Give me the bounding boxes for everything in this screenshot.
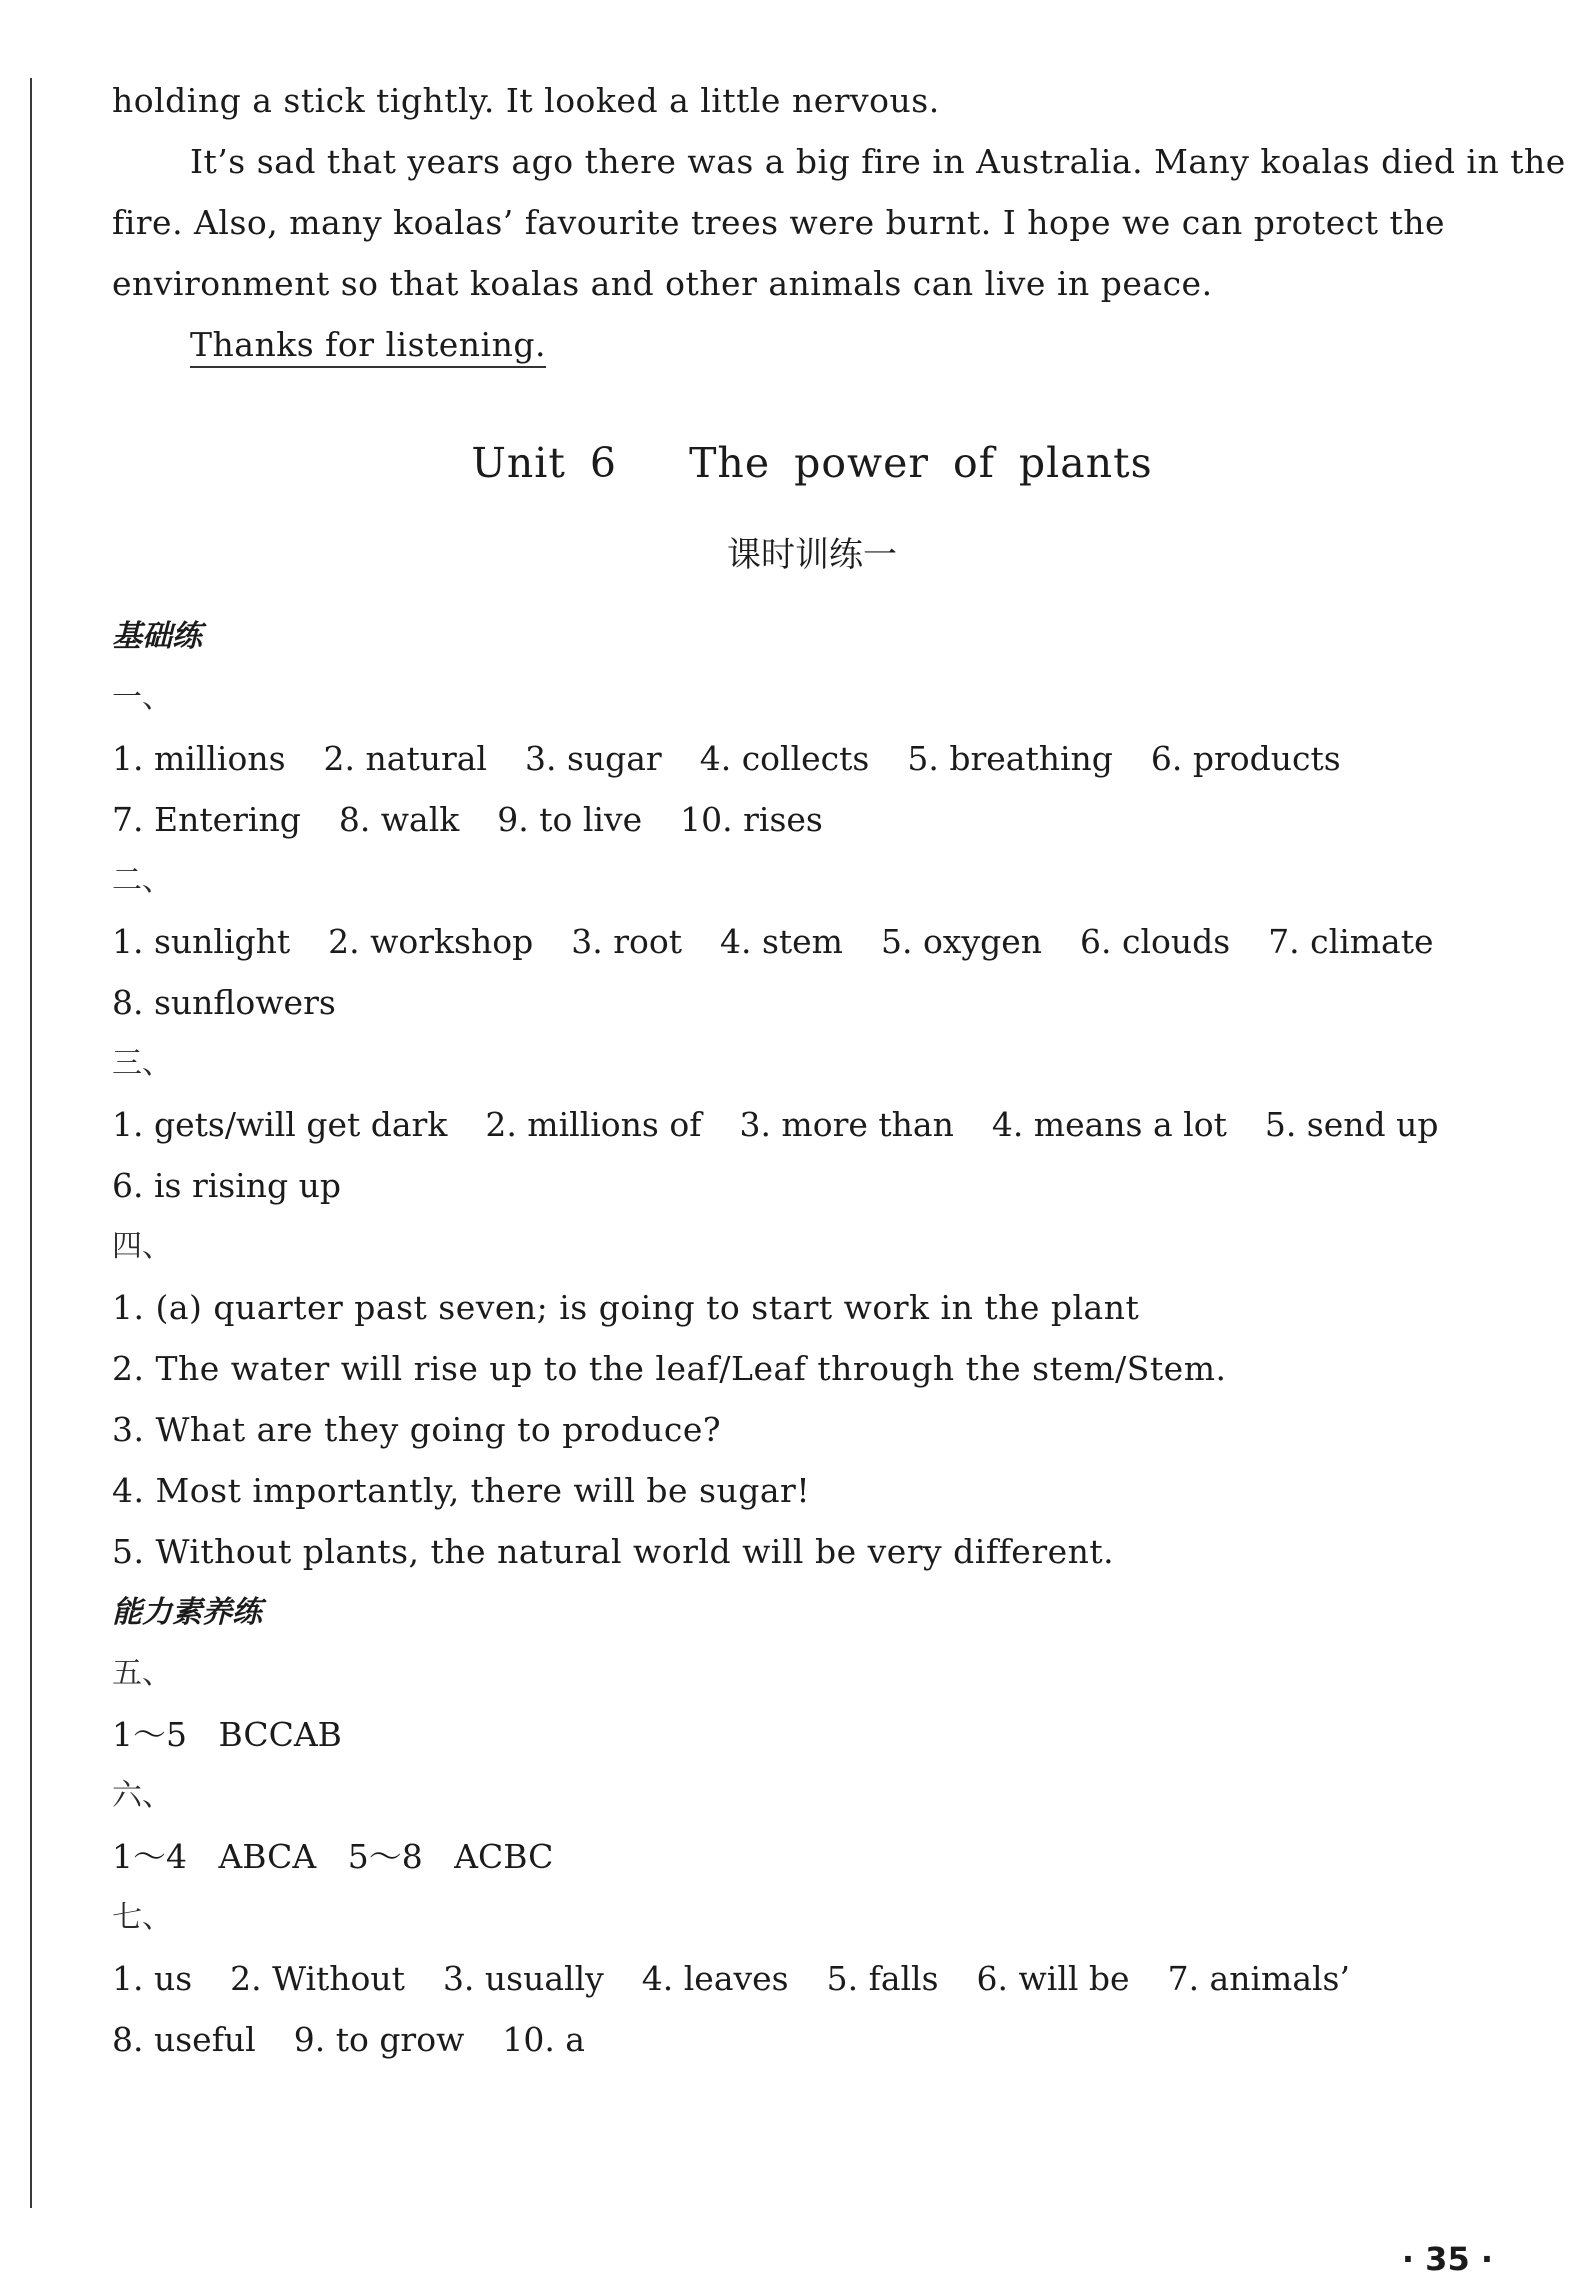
answer-item: 5. breathing <box>907 739 1113 778</box>
answer-item: 9. to grow <box>293 2020 465 2059</box>
answer-item: 10. rises <box>680 800 823 839</box>
answer-item: 8. sunflowers <box>112 983 336 1022</box>
answer-item: 6. clouds <box>1079 922 1231 961</box>
answer-row <box>112 1094 1512 1155</box>
page-number: · 35 · <box>1401 2240 1493 2278</box>
answer-item: 1. us <box>112 1959 193 1998</box>
section-1-answers <box>112 728 1512 850</box>
answer-item: 1. sunlight <box>112 922 291 961</box>
section-4-line: 2. The water will rise up to the leaf/Leaf through the stem/Stem. <box>112 1349 1227 1388</box>
answer-item: 2. millions of <box>485 1105 702 1144</box>
answer-row <box>112 1155 1512 1216</box>
answer-item: 1. gets/will get dark <box>112 1105 448 1144</box>
section-7-answers <box>112 1948 1512 2070</box>
section-4-line: 3. What are they going to produce? <box>112 1410 722 1449</box>
section-3-answers <box>112 1094 1512 1216</box>
ability-practice-heading: 能力素养练 <box>112 1595 262 1630</box>
answer-item: 2. workshop <box>328 922 534 961</box>
answer-item: 4. means a lot <box>991 1105 1227 1144</box>
section-1 <box>112 667 1512 850</box>
answer-item: 9. to live <box>497 800 643 839</box>
section-4-line: 5. Without plants, the natural world will be very different. <box>112 1532 1115 1571</box>
section-5-answer: 1～5 BCCAB <box>112 1715 342 1754</box>
answer-item: 8. walk <box>338 800 460 839</box>
answer-item: 5. falls <box>826 1959 939 1998</box>
section-2-answers <box>112 911 1512 1033</box>
answer-item: 6. will be <box>976 1959 1130 1998</box>
closing-line <box>112 314 1512 375</box>
answer-item: 8. useful <box>112 2020 256 2059</box>
section-4-ordinal: 四、 <box>112 1229 172 1264</box>
section-6-ordinal: 六、 <box>112 1778 172 1813</box>
lesson-title: 课时训练一 <box>727 535 897 575</box>
closing-line-text: Thanks for listening. <box>190 325 546 368</box>
answer-item: 4. stem <box>719 922 843 961</box>
answer-item: 4. leaves <box>641 1959 789 1998</box>
answer-item: 6. is rising up <box>112 1166 342 1205</box>
answer-item: 4. collects <box>699 739 870 778</box>
section-4-line: 1. (a) quarter past seven; is going to start work in the plant <box>112 1288 1140 1327</box>
answer-item: 6. products <box>1150 739 1341 778</box>
answer-item: 10. a <box>502 2020 585 2059</box>
answer-row <box>112 911 1512 972</box>
answer-item: 3. more than <box>739 1105 954 1144</box>
section-6 <box>112 1765 1512 1887</box>
section-5 <box>112 1643 1512 1765</box>
page-content <box>112 70 1566 2070</box>
section-7 <box>112 1887 1512 2070</box>
page-margin-rule <box>30 78 32 2208</box>
basic-practice-heading: 基础练 <box>112 619 202 654</box>
answer-item: 7. climate <box>1268 922 1434 961</box>
intro-line: environment so that koalas and other animals can live in peace. <box>112 264 1213 303</box>
section-4-line: 4. Most importantly, there will be sugar! <box>112 1471 811 1510</box>
answer-item: 5. send up <box>1264 1105 1439 1144</box>
answer-item: 5. oxygen <box>880 922 1042 961</box>
intro-passage <box>112 70 1566 314</box>
section-2-ordinal: 二、 <box>112 863 172 898</box>
answer-item: 2. natural <box>323 739 487 778</box>
answer-row <box>112 2009 1512 2070</box>
answer-item: 2. Without <box>230 1959 405 1998</box>
answer-row <box>112 972 1512 1033</box>
answer-row <box>112 1948 1512 2009</box>
section-7-ordinal: 七、 <box>112 1900 172 1935</box>
answer-row <box>112 789 1512 850</box>
answer-item: 1. millions <box>112 739 286 778</box>
section-3-ordinal: 三、 <box>112 1046 172 1081</box>
section-1-ordinal: 一、 <box>112 680 172 715</box>
intro-line: It’s sad that years ago there was a big fire in Australia. Many koalas died in the <box>190 142 1566 181</box>
answer-item: 3. sugar <box>524 739 662 778</box>
answer-item: 7. animals’ <box>1167 1959 1350 1998</box>
answer-item: 3. root <box>571 922 682 961</box>
section-5-ordinal: 五、 <box>112 1656 172 1691</box>
section-4 <box>112 1216 1512 1582</box>
answer-item: 3. usually <box>442 1959 604 1998</box>
intro-line: holding a stick tightly. It looked a little nervous. <box>112 81 940 120</box>
section-3 <box>112 1033 1512 1216</box>
section-2 <box>112 850 1512 1033</box>
answer-row <box>112 728 1512 789</box>
unit-title: Unit 6 The power of plants <box>471 439 1153 487</box>
section-6-answer: 1～4 ABCA 5～8 ACBC <box>112 1837 554 1876</box>
intro-line: fire. Also, many koalas’ favourite trees were burnt. I hope we can protect the <box>112 203 1446 242</box>
answer-item: 7. Entering <box>112 800 301 839</box>
